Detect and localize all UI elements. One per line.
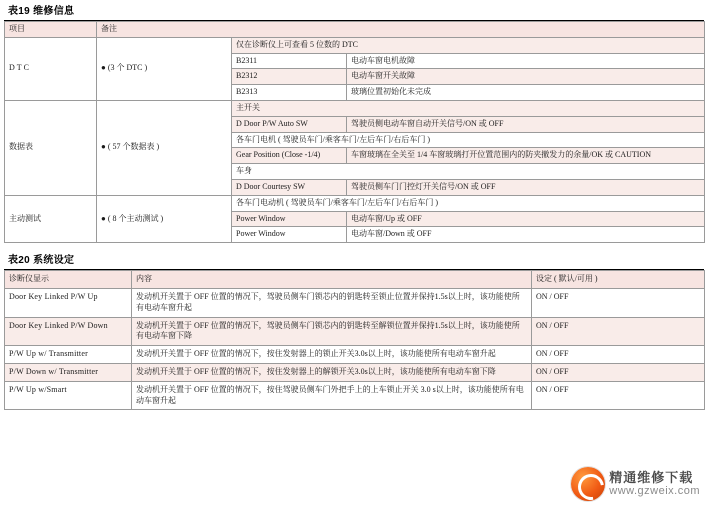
table20-content: 发动机开关置于 OFF 位置的情况下，驾驶员侧车门锁芯内的钥匙转至锁止位置并保持1.5s以上时，该功能使所有电动车窗升起: [132, 288, 532, 317]
table-row: [5, 363, 705, 381]
table19-cell-name: 仅在诊断仪上可查看 5 位数的 DTC: [232, 37, 705, 53]
watermark-text: [609, 471, 700, 497]
table20-header-setting: 设定 ( 默认/可用 ): [532, 271, 705, 289]
table19-cell-value: 电动车窗/Up 或 OFF: [347, 211, 705, 227]
table-row: [5, 381, 705, 410]
table19-cell-value: 玻璃位置初始化未完成: [347, 85, 705, 101]
table19-item-dtc: DTC: [5, 37, 97, 100]
table19-note-dtc: ● (3 个 DTC ): [97, 37, 232, 100]
table20-setting: ON / OFF: [532, 317, 705, 346]
table20-content: 发动机开关置于 OFF 位置的情况下，按住驾驶员侧车门外把手上的上车锁止开关 3.0 s以上时，该功能使所有电动车窗升起: [132, 381, 532, 410]
table19-cell-name: Power Window: [232, 211, 347, 227]
table20-header-diag: 诊断仪显示: [5, 271, 132, 289]
table20-setting: ON / OFF: [532, 346, 705, 364]
table20-content: 发动机开关置于 OFF 位置的情况下，按住发射器上的解锁开关3.0s以上时，该功能使所有电动车窗下降: [132, 363, 532, 381]
table19-cell-name: Power Window: [232, 227, 347, 243]
table20-diag: P/W Down w/ Transmitter: [5, 363, 132, 381]
table20: [4, 270, 705, 410]
table20-caption: 表20 系统设定: [8, 255, 75, 267]
table19-item-activetest: 主动测试: [5, 195, 97, 242]
watermark: [571, 467, 700, 501]
table20-diag: Door Key Linked P/W Up: [5, 288, 132, 317]
table20-content: 发动机开关置于 OFF 位置的情况下，按住发射器上的锁止开关3.0s以上时，该功能使所有电动车窗升起: [132, 346, 532, 364]
table19-cell-value: 驾驶员侧电动车窗自动开关信号/ON 或 OFF: [347, 116, 705, 132]
table-header-row: [5, 271, 705, 289]
table20-header-content: 内容: [132, 271, 532, 289]
table-row: [5, 317, 705, 346]
table-row: [5, 346, 705, 364]
table20-diag: Door Key Linked P/W Down: [5, 317, 132, 346]
watermark-title: 精通维修下载: [609, 469, 694, 485]
table20-setting: ON / OFF: [532, 381, 705, 410]
table19-item-datalist: 数据表: [5, 100, 97, 195]
table20-diag: P/W Up w/ Transmitter: [5, 346, 132, 364]
table19-cell-name: B2312: [232, 69, 347, 85]
table19-cell-value: 驾驶员侧车门门控灯开关信号/ON 或 OFF: [347, 179, 705, 195]
table19: [4, 21, 705, 243]
table19-cell-name: 各车门电机 ( 驾驶员车门/乘客车门/左后车门/右后车门 ): [232, 132, 705, 148]
table19-cell-value: 车窗玻璃在全关至 1/4 车窗玻璃打开位置范围内的防夹撤发力的余量/OK 或 CAUTION: [347, 148, 705, 164]
table19-cell-name: D Door P/W Auto SW: [232, 116, 347, 132]
table-row: [5, 195, 705, 211]
table19-cell-name: D Door Courtesy SW: [232, 179, 347, 195]
table-row: [5, 37, 705, 53]
gear-logo-icon: [571, 467, 605, 501]
table20-content: 发动机开关置于 OFF 位置的情况下，驾驶员侧车门锁芯内的钥匙转至解锁位置并保持1.5s以上时，该功能使所有电动车窗下降: [132, 317, 532, 346]
table19-cell-name: 主开关: [232, 100, 705, 116]
table19-cell-value: 电动车窗开关故障: [347, 69, 705, 85]
table20-setting: ON / OFF: [532, 363, 705, 381]
watermark-url: www.gzweix.com: [609, 485, 700, 498]
table-header-row: [5, 22, 705, 38]
table-row: [5, 100, 705, 116]
table19-note-activetest: ● ( 8 个主动测试 ): [97, 195, 232, 242]
table19-cell-name: 车身: [232, 164, 705, 180]
table19-cell-name: 各车门电动机 ( 驾驶员车门/乘客车门/左后车门/右后车门 ): [232, 195, 705, 211]
table19-header-note: 备注: [97, 22, 705, 38]
table-row: [5, 288, 705, 317]
table19-cell-value: 电动车窗电机故障: [347, 53, 705, 69]
table19-caption: 表19 维修信息: [8, 6, 75, 17]
table19-note-datalist: ● ( 57 个数据表 ): [97, 100, 232, 195]
table19-cell-name: B2311: [232, 53, 347, 69]
table19-cell-value: 电动车窗/Down 或 OFF: [347, 227, 705, 243]
table20-diag: P/W Up w/Smart: [5, 381, 132, 410]
table20-setting: ON / OFF: [532, 288, 705, 317]
table19-header-item: 项目: [5, 22, 97, 38]
table19-cell-name: B2313: [232, 85, 347, 101]
table19-cell-name: Gear Position (Close -1/4): [232, 148, 347, 164]
